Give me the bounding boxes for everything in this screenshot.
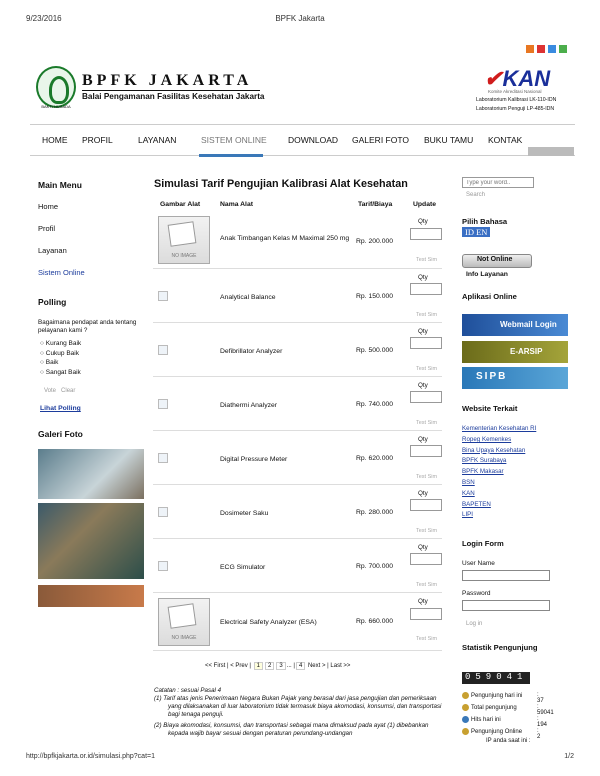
gallery-photo-2[interactable] bbox=[38, 503, 144, 579]
stat-label: Pengunjung Online bbox=[471, 729, 523, 736]
login-button[interactable]: Log in bbox=[466, 621, 483, 627]
qty-label: Qty bbox=[418, 490, 428, 497]
stat-value: : 194 bbox=[537, 716, 548, 728]
nav-layanan[interactable]: LAYANAN bbox=[138, 135, 177, 145]
print-footer bbox=[26, 753, 574, 760]
row-divider bbox=[153, 322, 442, 323]
qty-label: Qty bbox=[418, 218, 428, 225]
pager-last[interactable]: Last >> bbox=[330, 663, 351, 669]
aplikasi-heading: Aplikasi Online bbox=[462, 292, 517, 301]
link-ropeg[interactable]: Ropeg Kemenkes bbox=[462, 435, 512, 443]
link-bapeten[interactable]: BAPETEN bbox=[462, 500, 491, 508]
row-divider bbox=[153, 430, 442, 431]
nav-profil[interactable]: PROFIL bbox=[82, 135, 113, 145]
stat-value: : 37 bbox=[537, 692, 544, 704]
radio-icon[interactable]: ○ bbox=[40, 368, 44, 376]
lab-kalibrasi: Laboratorium Kalibrasi LK-110-IDN bbox=[476, 97, 557, 103]
related-links bbox=[462, 424, 536, 521]
broken-image-icon bbox=[158, 453, 168, 463]
test-sim-button[interactable]: Test Sim bbox=[416, 528, 438, 534]
logo-caption: BAKTI HUSADA bbox=[41, 104, 71, 109]
poll-option[interactable] bbox=[40, 358, 81, 368]
webmail-button[interactable] bbox=[462, 314, 568, 336]
bahasa-heading: Pilih Bahasa bbox=[462, 217, 508, 226]
poll-options bbox=[40, 339, 81, 377]
item-name: Defibrillator Analyzer bbox=[220, 348, 283, 355]
page-title: Simulasi Tarif Pengujian Kalibrasi Alat Kesehatan bbox=[154, 178, 408, 190]
qty-input[interactable] bbox=[410, 553, 442, 565]
col-nama: Nama Alat bbox=[220, 201, 253, 208]
pager-page-3[interactable]: 3 bbox=[276, 662, 285, 670]
qty-label: Qty bbox=[418, 598, 428, 605]
stat-value: : 2 bbox=[537, 728, 541, 740]
pager-next[interactable]: Next > bbox=[307, 663, 326, 669]
row-divider bbox=[153, 650, 442, 651]
clear-button[interactable]: Clear bbox=[61, 388, 76, 394]
color-square-orange[interactable] bbox=[526, 45, 534, 53]
radio-icon[interactable]: ○ bbox=[40, 349, 44, 357]
broken-image-icon bbox=[158, 399, 168, 409]
password-label: Password bbox=[462, 590, 491, 597]
row-divider bbox=[153, 268, 442, 269]
menu-sistem-online[interactable]: Sistem Online bbox=[38, 268, 85, 277]
stat-heading: Statistik Pengunjung bbox=[462, 643, 538, 652]
test-sim-button[interactable]: Test Sim bbox=[416, 582, 438, 588]
site-title: BPFK JAKARTA bbox=[82, 72, 253, 89]
qty-label: Qty bbox=[418, 328, 428, 335]
galeri-heading: Galeri Foto bbox=[38, 429, 83, 439]
webmail-label: Webmail Login bbox=[500, 320, 557, 329]
main-nav bbox=[30, 124, 575, 156]
row-divider bbox=[153, 538, 442, 539]
vote-button[interactable]: Vote bbox=[44, 388, 57, 394]
notes bbox=[154, 687, 444, 738]
nav-download[interactable]: DOWNLOAD bbox=[288, 135, 339, 145]
pager-page-4[interactable]: 4 bbox=[296, 662, 305, 670]
col-update: Update bbox=[413, 201, 437, 208]
col-tarif: Tarif/Biaya bbox=[358, 201, 393, 208]
stat-row bbox=[462, 692, 544, 704]
poll-option[interactable] bbox=[40, 368, 81, 378]
search-button[interactable]: Search bbox=[466, 192, 486, 198]
item-name: ECG Simulator bbox=[220, 564, 266, 571]
pager-prev[interactable]: < Prev bbox=[230, 663, 248, 669]
poll-option-label: Cukup Baik bbox=[45, 349, 79, 357]
ip-label: IP anda saat ini : bbox=[486, 738, 531, 744]
earsip-label: E-ARSIP bbox=[510, 347, 543, 356]
qty-label: Qty bbox=[418, 544, 428, 551]
broken-image-icon bbox=[158, 507, 168, 517]
poll-option-label: Baik bbox=[45, 359, 59, 366]
site-subtitle: Balai Pengamanan Fasilitas Kesehatan Jakarta bbox=[82, 92, 265, 101]
item-name: Diathermi Analyzer bbox=[220, 402, 278, 409]
broken-image-icon bbox=[158, 345, 168, 355]
users-icon bbox=[462, 728, 469, 735]
hits-icon bbox=[462, 716, 469, 723]
qty-label: Qty bbox=[418, 274, 428, 281]
username-input[interactable] bbox=[462, 570, 550, 581]
row-divider bbox=[153, 484, 442, 485]
lab-penguji: Laboratorium Penguji LP-485-IDN bbox=[476, 106, 555, 112]
test-sim-button[interactable]: Test Sim bbox=[416, 474, 438, 480]
broken-image-icon bbox=[158, 291, 168, 301]
test-sim-button[interactable]: Test Sim bbox=[416, 312, 438, 318]
site-logo[interactable] bbox=[36, 66, 76, 108]
qty-input[interactable] bbox=[410, 608, 442, 620]
no-image-label: NO IMAGE bbox=[171, 635, 197, 641]
nav-home[interactable]: HOME bbox=[42, 135, 68, 145]
item-price: Rp. 660.000 bbox=[356, 618, 394, 625]
item-price: Rp. 150.000 bbox=[356, 293, 394, 300]
qty-label: Qty bbox=[418, 382, 428, 389]
polling-heading: Polling bbox=[38, 297, 67, 307]
lihat-polling-link[interactable]: Lihat Polling bbox=[40, 405, 81, 412]
no-image-thumbnail bbox=[158, 216, 210, 264]
users-icon bbox=[462, 692, 469, 699]
footer-page: 1/2 bbox=[564, 753, 574, 760]
stat-value: : 59041 bbox=[537, 704, 554, 716]
main-menu-heading: Main Menu bbox=[38, 180, 82, 190]
nav-active-indicator bbox=[199, 154, 263, 157]
item-price: Rp. 280.000 bbox=[356, 509, 394, 516]
poll-question: Bagaimana pendapat anda tentang pelayanan kami ? bbox=[38, 319, 137, 334]
username-label: User Name bbox=[462, 560, 495, 567]
link-bpfk-makasar[interactable]: BPFK Makasar bbox=[462, 468, 504, 476]
row-divider bbox=[153, 376, 442, 377]
link-bpfk-surabaya[interactable]: BPFK Surabaya bbox=[462, 457, 507, 465]
test-sim-button[interactable]: Test Sim bbox=[416, 420, 438, 426]
link-lipi[interactable]: LIPI bbox=[462, 511, 474, 519]
login-heading: Login Form bbox=[462, 539, 504, 548]
qty-input[interactable] bbox=[410, 228, 442, 240]
qty-input[interactable] bbox=[410, 283, 442, 295]
title-divider bbox=[82, 90, 260, 91]
radio-icon[interactable]: ○ bbox=[40, 359, 44, 366]
item-name: Anak Timbangan Kelas M Maximal 250 mg bbox=[220, 235, 350, 242]
pager-ellipsis: ... bbox=[286, 663, 292, 669]
footer-url: http://bpfkjakarta.or.id/simulasi.php?cat=1 bbox=[26, 753, 155, 760]
stat-row bbox=[462, 728, 541, 740]
link-bsn[interactable]: BSN bbox=[462, 478, 475, 486]
link-buk[interactable]: Bina Upaya Kesehatan bbox=[462, 446, 526, 454]
item-name: Analytical Balance bbox=[220, 294, 276, 301]
pager-first[interactable]: << First bbox=[205, 663, 226, 669]
qty-input[interactable] bbox=[410, 337, 442, 349]
print-title: BPFK Jakarta bbox=[275, 14, 325, 23]
row-divider bbox=[153, 592, 442, 593]
language-selector[interactable]: ID EN bbox=[462, 227, 490, 237]
test-sim-button[interactable]: Test Sim bbox=[416, 366, 438, 372]
note-2: (2) Biaya akomodasi, konsumsi, dan transportasi sebagai mana dimaksud pada ayat (1) dibebankan kepada wajib bayar sesuai dengan peraturan perundang-undangan bbox=[154, 722, 429, 737]
stat-row bbox=[462, 716, 548, 728]
earsip-button[interactable] bbox=[462, 341, 568, 363]
users-icon bbox=[462, 704, 469, 711]
website-terkait-heading: Website Terkait bbox=[462, 404, 518, 413]
color-square-blue[interactable] bbox=[548, 45, 556, 53]
note-1: (1) Tarif atas jenis Penerimaan Negara Bukan Pajak yang berasal dari jasa pengujian dan pemeriksaan yang dilaksanakan di luar laboratorium tidak termasuk biaya akomodasi, konsumsi, dan transportasi bagi tenaga penguji. bbox=[154, 695, 442, 718]
gallery-photo-1[interactable] bbox=[38, 449, 144, 499]
item-name: Electrical Safety Analyzer (ESA) bbox=[220, 619, 317, 626]
sipb-button[interactable] bbox=[462, 367, 568, 389]
menu-layanan[interactable]: Layanan bbox=[38, 246, 67, 255]
link-kemenkes[interactable]: Kementerian Kesehatan RI bbox=[462, 425, 537, 432]
item-price: Rp. 740.000 bbox=[356, 401, 394, 408]
pagination: << First | < Prev | 1 2 3 ... | 4 Next > | Last >> bbox=[205, 663, 351, 669]
item-name: Dosimeter Saku bbox=[220, 510, 269, 517]
kan-text: KAN bbox=[502, 66, 551, 91]
color-squares bbox=[523, 40, 567, 58]
note-title: Catatan : sesuai Pasal 4 bbox=[154, 687, 222, 694]
gallery-photo-3[interactable] bbox=[38, 585, 144, 607]
col-gambar: Gambar Alat bbox=[160, 201, 201, 208]
item-name: Digital Pressure Meter bbox=[220, 456, 288, 463]
poll-option-label: Kurang Baik bbox=[45, 340, 82, 347]
broken-image-icon bbox=[158, 561, 168, 571]
pager-page-1[interactable]: 1 bbox=[254, 662, 263, 670]
kan-subtitle: Komite Akreditasi Nasional bbox=[488, 89, 542, 94]
search-input[interactable] bbox=[462, 177, 534, 188]
poll-actions bbox=[44, 388, 75, 394]
no-image-label: NO IMAGE bbox=[171, 253, 197, 259]
not-online-badge bbox=[462, 254, 532, 268]
status-text: Not Online bbox=[477, 256, 513, 263]
test-sim-button[interactable]: Test Sim bbox=[416, 257, 438, 263]
item-price: Rp. 700.000 bbox=[356, 563, 394, 570]
item-price: Rp. 620.000 bbox=[356, 455, 394, 462]
nav-buku-tamu[interactable]: BUKU TAMU bbox=[424, 135, 474, 145]
menu-profil[interactable]: Profil bbox=[38, 224, 56, 233]
poll-option-label: Sangat Baik bbox=[45, 368, 81, 376]
sipb-label: SIPB bbox=[476, 371, 508, 382]
menu-home[interactable]: Home bbox=[38, 202, 59, 211]
password-input[interactable] bbox=[462, 600, 550, 611]
qty-input[interactable] bbox=[410, 499, 442, 511]
qty-label: Qty bbox=[418, 436, 428, 443]
nav-sistem-online[interactable]: SISTEM ONLINE bbox=[201, 135, 267, 145]
stat-label: Pengunjung hari ini bbox=[471, 693, 523, 700]
color-square-red[interactable] bbox=[537, 45, 545, 53]
poll-option[interactable] bbox=[40, 349, 81, 359]
print-date: 9/23/2016 bbox=[26, 14, 62, 23]
pager-page-2[interactable]: 2 bbox=[265, 662, 274, 670]
stat-label: Hits hari ini bbox=[471, 717, 501, 724]
qty-input[interactable] bbox=[410, 391, 442, 403]
item-price: Rp. 500.000 bbox=[356, 347, 394, 354]
print-header bbox=[26, 14, 574, 23]
poll-option[interactable] bbox=[40, 339, 81, 349]
radio-icon[interactable]: ○ bbox=[40, 340, 44, 347]
color-square-green[interactable] bbox=[559, 45, 567, 53]
no-image-thumbnail bbox=[158, 598, 210, 646]
nav-galeri-foto[interactable]: GALERI FOTO bbox=[352, 135, 409, 145]
stat-label: Total pengunjung bbox=[471, 705, 517, 712]
link-kan[interactable]: KAN bbox=[462, 489, 475, 497]
qty-input[interactable] bbox=[410, 445, 442, 457]
stat-row bbox=[462, 704, 554, 716]
item-price: Rp. 200.000 bbox=[356, 238, 394, 245]
visitor-counter: 059041 bbox=[462, 672, 530, 684]
nav-kontak[interactable]: KONTAK bbox=[488, 135, 523, 145]
kan-check-icon: ✔ bbox=[484, 66, 503, 91]
nav-extra bbox=[528, 147, 574, 156]
info-layanan: Info Layanan bbox=[466, 271, 508, 278]
test-sim-button[interactable]: Test Sim bbox=[416, 636, 438, 642]
